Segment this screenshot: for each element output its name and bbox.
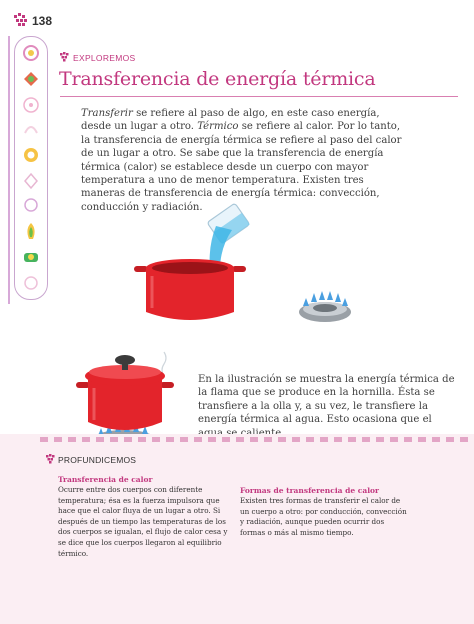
sidebar-ornament-icon <box>21 221 41 241</box>
gas-burner <box>299 291 351 322</box>
border-pattern-mark <box>278 437 286 442</box>
corner-ornament-icon <box>14 13 30 27</box>
term-termico: Térmico <box>197 121 239 133</box>
border-pattern-mark <box>152 437 160 442</box>
covered-red-pot <box>76 355 174 430</box>
sidebar-ornament-icon <box>21 69 41 89</box>
border-pattern-mark <box>180 437 188 442</box>
border-pattern-mark <box>362 437 370 442</box>
heat-forms-heading: Formas de transferencia de calor <box>240 486 379 495</box>
border-pattern-mark <box>82 437 90 442</box>
border-pattern-mark <box>222 437 230 442</box>
border-pattern-mark <box>124 437 132 442</box>
intro-text-2: se refiere al calor. Por lo tanto, la transferencia de energía térmica se refiere al paso del calor de un lugar a otro. Se sabe que la transferencia de energía térmica (calor) se establece desde un cuerpo con mayor temperatura a uno de menor temperatura. Existen tres maneras de transferencia de energía térmica: convección, conducción y radiación. <box>81 121 402 213</box>
border-pattern-mark <box>446 437 454 442</box>
sidebar-ornament-icon <box>21 119 41 139</box>
sidebar-ornament-icon <box>21 145 41 165</box>
border-pattern-mark <box>194 437 202 442</box>
border-pattern-mark <box>404 437 412 442</box>
sidebar-line <box>8 36 10 304</box>
border-pattern-mark <box>138 437 146 442</box>
border-pattern-mark <box>250 437 258 442</box>
title-divider <box>60 96 458 97</box>
border-pattern-mark <box>390 437 398 442</box>
border-pattern-mark <box>68 437 76 442</box>
border-pattern-mark <box>432 437 440 442</box>
illustration-caption: En la ilustración se muestra la energía térmica de la flama que se produce en la hornilla. Ésta se transfiere a la olla y, a su vez, le transfiere la energía térmica al agua. Esto ocasiona que el <box>198 374 455 426</box>
sidebar-ornament-icon <box>21 43 41 63</box>
border-pattern-mark <box>334 437 342 442</box>
heat-transfer-text: Ocurre entre dos cuerpos con diferente temperatura; ésa es la fuerza impulsora que hace que el calor fluya de un lugar a otro. Si después de un tiempo las temperaturas de los dos cuerpos se igualan, el flujo de calor cesa y se dice que los cuerpos llegaron al equilibrio térmico. <box>58 485 228 558</box>
border-pattern-mark <box>40 437 48 442</box>
border-pattern-mark <box>54 437 62 442</box>
sidebar-ornament-icon <box>21 273 41 293</box>
intro-text-1: se refiere al paso de algo, en este caso energía, desde un lugar a otro. <box>81 108 380 133</box>
sidebar-ornament-panel <box>14 36 48 300</box>
border-pattern-mark <box>96 437 104 442</box>
pot-pouring-illustration <box>128 196 384 336</box>
page-title: Transferencia de energía térmica <box>59 68 376 90</box>
border-pattern-mark <box>236 437 244 442</box>
sidebar-ornament-icon <box>21 95 41 115</box>
sidebar-ornament-icon <box>21 171 41 191</box>
sidebar-ornament-icon <box>21 195 41 215</box>
decorative-border-pattern <box>40 434 474 446</box>
border-pattern-mark <box>348 437 356 442</box>
page-number: 138 <box>32 14 53 28</box>
heat-transfer-heading: Transferencia de calor <box>58 475 153 484</box>
border-pattern-mark <box>292 437 300 442</box>
profundicemos-ornament-icon <box>46 454 58 464</box>
sidebar-ornament-icon <box>21 247 41 267</box>
border-pattern-mark <box>320 437 328 442</box>
heat-forms-text: Existen tres formas de transferir el calor de un cuerpo a otro: por conducción, convección y radiación, aunque pueden ocurrir dos formas o más al mismo tiempo. <box>240 496 407 537</box>
border-pattern-mark <box>418 437 426 442</box>
border-pattern-mark <box>264 437 272 442</box>
border-pattern-mark <box>166 437 174 442</box>
section-label: EXPLOREMOS <box>73 53 136 63</box>
border-pattern-mark <box>306 437 314 442</box>
steam-lines <box>162 352 166 376</box>
red-pot <box>134 259 246 320</box>
term-transferir: Transferir <box>81 108 133 119</box>
explore-ornament-icon <box>60 52 72 62</box>
profundicemos-label: PROFUNDICEMOS <box>58 455 137 465</box>
border-pattern-mark <box>110 437 118 442</box>
border-pattern-mark <box>208 437 216 442</box>
border-pattern-mark <box>376 437 384 442</box>
border-pattern-mark <box>460 437 468 442</box>
